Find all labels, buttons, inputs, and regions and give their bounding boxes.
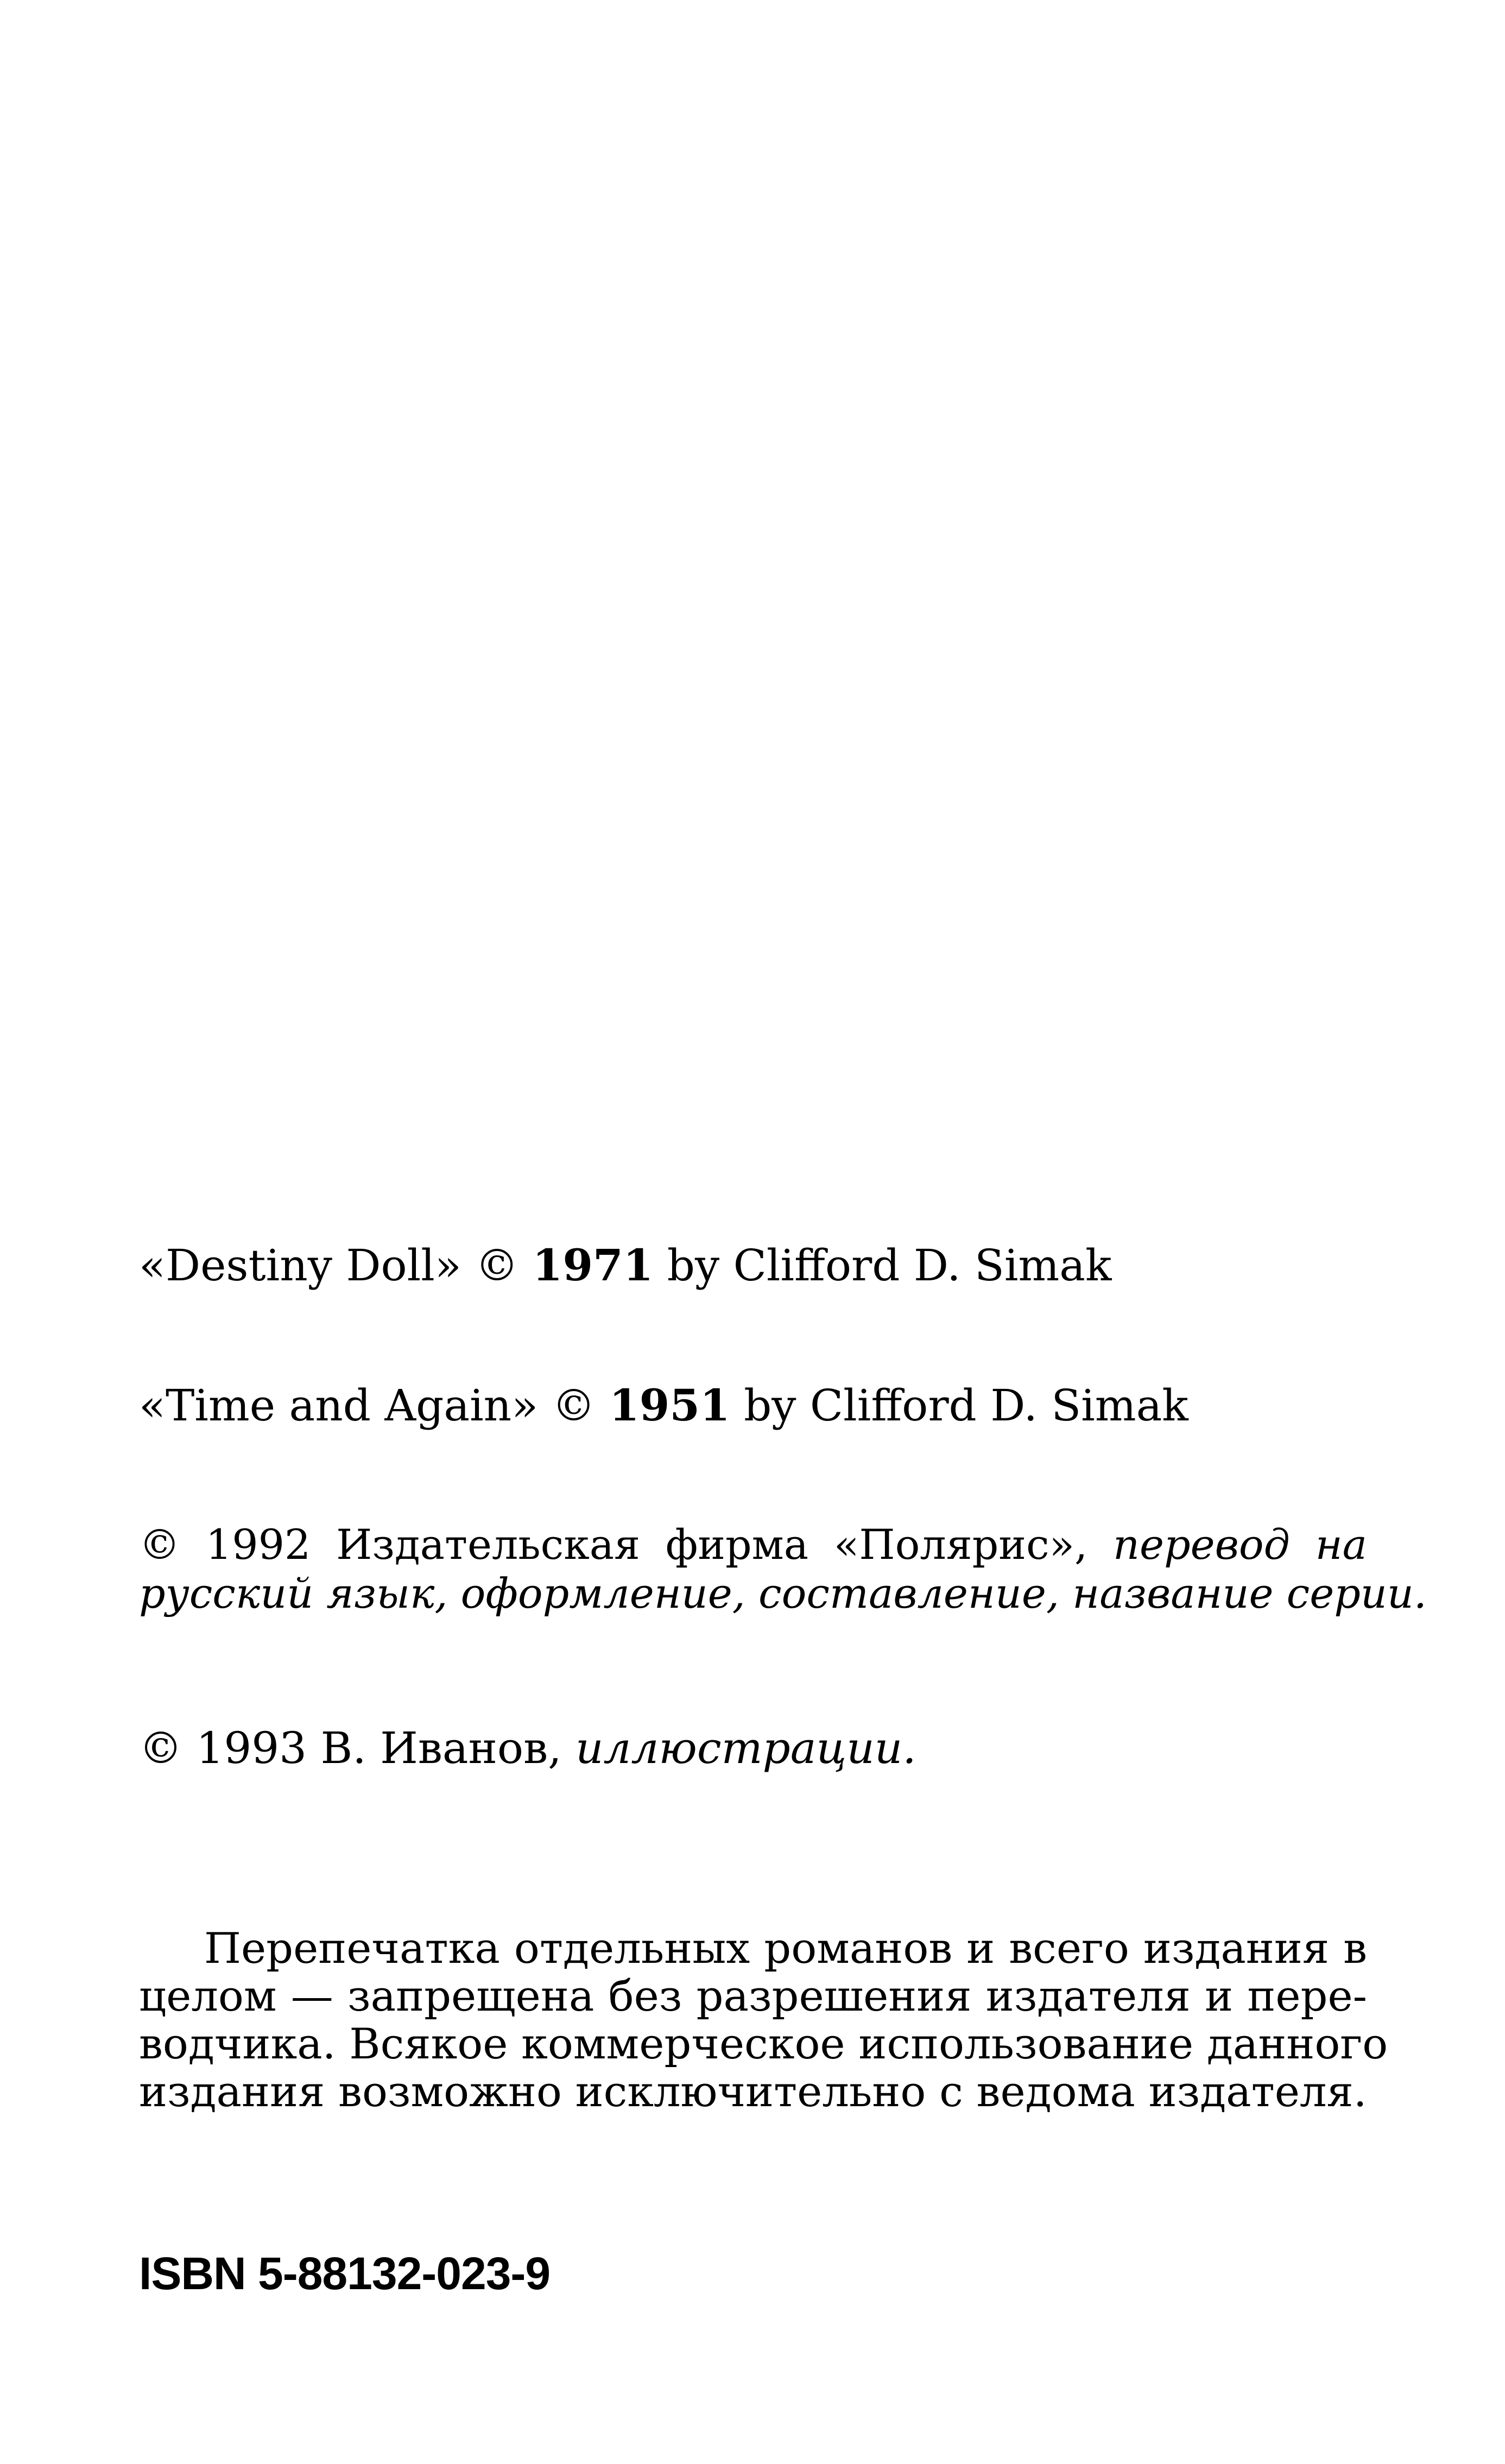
copyright-polaris-line: русский язык, оформление, составление, название серии. [139, 1569, 1427, 1618]
copyright-time-and-again [139, 1380, 1188, 1431]
copyright-illustrations [139, 1723, 916, 1773]
work-title: «Destiny Doll» [139, 1240, 461, 1291]
isbn: ISBN 5-88132-023-9 [139, 2248, 551, 2299]
reprint-notice-line: издания возможно исключительно с ведома издателя. [139, 2068, 1367, 2116]
copyright-symbol: © [552, 1380, 596, 1431]
reprint-notice-line: водчика. Всякое коммерческое использование данного [139, 2020, 1388, 2069]
copyright-polaris [139, 1520, 1427, 1618]
copyright-destiny-doll [139, 1240, 1112, 1291]
copyright-year: 1971 [532, 1240, 654, 1291]
reprint-notice-line: целом — запрещена без разрешения издателя и пере- [139, 1972, 1367, 2021]
copyright-polaris-line [139, 1520, 1367, 1569]
copyright-year: 1951 [609, 1380, 730, 1431]
copyright-credit: by Clifford D. Simak [667, 1240, 1112, 1291]
reprint-notice-line: Перепечатка отдельных романов и всего издания в [204, 1924, 1367, 1973]
reprint-notice [139, 1924, 1388, 2116]
polaris-italic: перевод на [1113, 1520, 1367, 1569]
illustrations-label: иллюстрации. [576, 1723, 916, 1773]
illustrations-credit: © 1993 В. Иванов, [139, 1723, 562, 1773]
polaris-plain: © 1992 Издательская фирма «Полярис», [139, 1520, 1088, 1569]
copyright-symbol: © [475, 1240, 519, 1291]
work-title: «Time and Again» [139, 1380, 539, 1431]
copyright-credit: by Clifford D. Simak [744, 1380, 1188, 1431]
